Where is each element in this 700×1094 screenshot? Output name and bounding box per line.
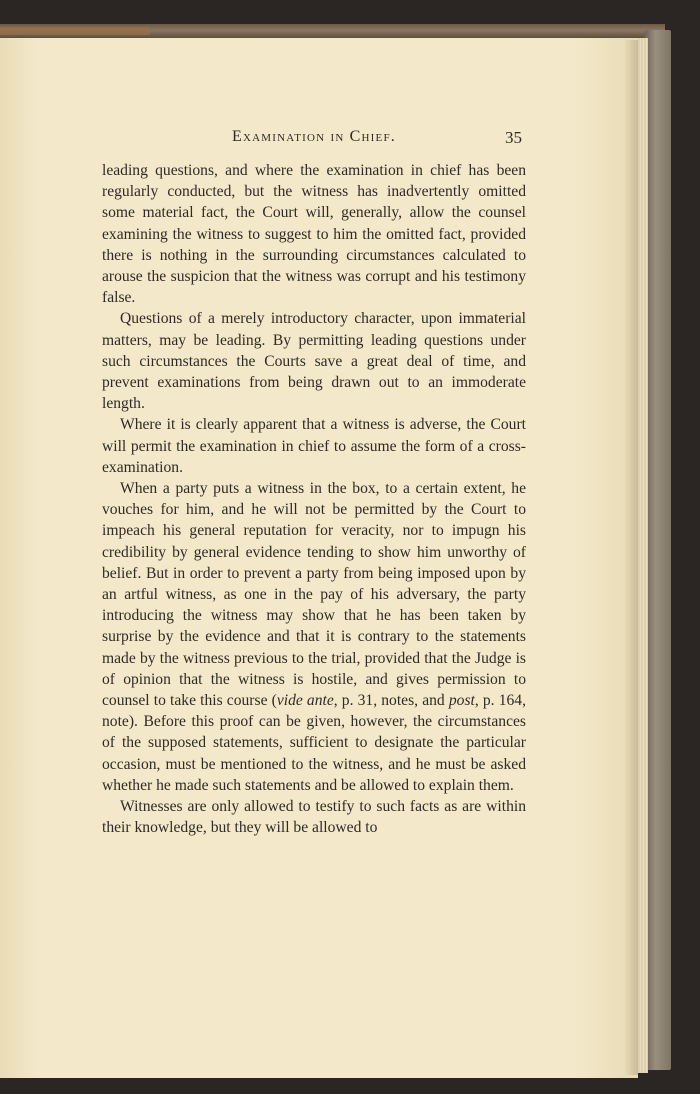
paragraph — [102, 478, 526, 796]
binding-cloth — [0, 27, 150, 35]
paragraph-text: , p. 164, note). Before this proof can be given, however, the circumstances of the supposed statements, sufficient to designate the particular occasion, must be mentioned to the witness, and he must be asked whether he made such statements and be allowed to explain them. — [102, 692, 526, 794]
page-number: 35 — [505, 128, 522, 147]
paragraph — [102, 414, 526, 478]
gutter-shadow — [624, 40, 638, 1075]
paragraph-text: Where it is clearly apparent that a witness is adverse, the Court will permit the examination in chief to assume the form of a cross-examination. — [102, 416, 526, 476]
running-head — [102, 128, 526, 152]
book-top-edge — [0, 24, 665, 38]
paragraph-text: leading questions, and where the examination in chief has been regularly conducted, but the witness has inadvertently omitted some material fact, the Court will, generally, allow the counsel examining the witness to suggest to him the omitted fact, provided there is nothing in the surrounding circumstances calculated to arouse the suspicion that the witness was corrupt and his testimony false. — [102, 162, 526, 307]
paragraph-text: When a party puts a witness in the box, to a certain extent, he vouches for him, and he will not be permitted by the Court to impeach his general reputation for veracity, nor to impugn his credibility by general evidence tending to show him unworthy of belief. But in order to prevent a party from being imposed upon by an artful witness, as one in the pay of his adversary, the party introducing the witness may show that he has been taken by surprise by the evidence and that it is contrary to the statements made by the witness previous to the trial, provided that the Judge is of opinion that the witness is hostile, and gives permission to counsel to take this course ( — [102, 480, 526, 710]
paragraph — [102, 160, 526, 308]
latin-term: post — [448, 692, 475, 710]
paragraph — [102, 796, 526, 838]
paragraph-text: Witnesses are only allowed to testify to such facts as are within their knowledge, but they will be allowed to — [102, 798, 526, 837]
latin-term: vide ante — [276, 692, 334, 710]
paragraph-text: Questions of a merely introductory character, upon immaterial matters, may be leading. By permitting leading questions under such circumstances the Courts save a great deal of time, and prevent examinations from being drawn out to an immoderate length. — [102, 310, 526, 413]
running-title: Examination in Chief. — [232, 128, 396, 145]
book-cover-edge — [645, 30, 671, 1070]
body-text — [102, 160, 526, 839]
paragraph-text: , p. 31, notes, and — [333, 692, 449, 710]
paragraph — [102, 308, 526, 414]
